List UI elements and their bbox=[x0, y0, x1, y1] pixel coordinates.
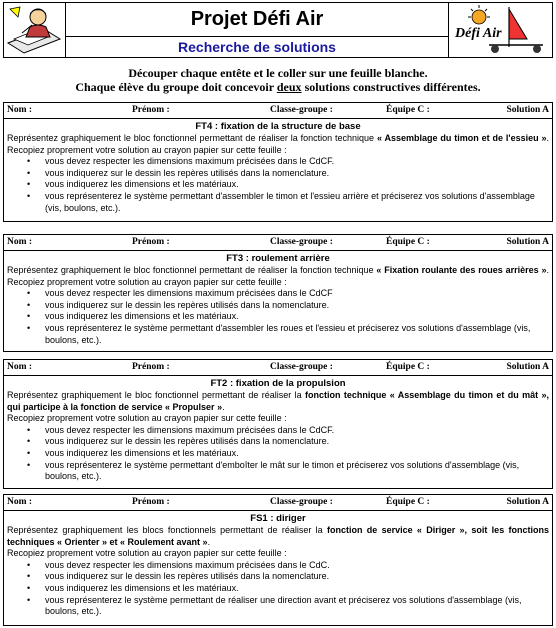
description-end: . Recopiez proprement votre solution au crayon papier sur cette feuille : bbox=[7, 265, 549, 287]
requirement-item: • vous représenterez le système permettant d'emboîter le mât sur le timon et préciserez vos solutions d'assemblage (vis, boulons, etc.). bbox=[45, 460, 549, 483]
classe-groupe-label: Classe-groupe : bbox=[270, 362, 333, 372]
sail-car-icon bbox=[449, 3, 551, 55]
nom-label: Nom : bbox=[7, 497, 33, 507]
defi-air-logo bbox=[448, 3, 552, 57]
card-description bbox=[7, 390, 549, 413]
description-start: Représentez graphiquement le bloc fonctionnel permettant de réaliser la bbox=[7, 390, 305, 400]
nom-label: Nom : bbox=[7, 105, 33, 115]
solution-label: Solution A bbox=[506, 237, 549, 247]
prenom-label: Prénom : bbox=[132, 105, 170, 115]
card-form-header bbox=[4, 103, 552, 119]
requirement-item: • vous indiquerez les dimensions et les matériaux. bbox=[45, 179, 549, 191]
description-line-2: Recopiez proprement votre solution au crayon papier sur cette feuille : bbox=[7, 413, 287, 424]
description-end: . Recopiez proprement votre solution au crayon papier sur cette feuille : bbox=[7, 133, 549, 155]
svg-text:Défi Air: Défi Air bbox=[455, 26, 502, 41]
instruction-line-1: Découper chaque entête et le coller sur une feuille blanche. bbox=[128, 66, 428, 80]
card-body bbox=[4, 119, 552, 214]
solution-card bbox=[3, 359, 553, 489]
card-body bbox=[4, 251, 552, 346]
nom-label: Nom : bbox=[7, 362, 33, 372]
requirements-list bbox=[7, 156, 549, 214]
requirement-item: • vous indiquerez les dimensions et les matériaux. bbox=[45, 448, 549, 460]
solution-card bbox=[3, 102, 553, 222]
requirement-item: • vous indiquerez les dimensions et les matériaux. bbox=[45, 583, 549, 595]
solution-label: Solution A bbox=[506, 362, 549, 372]
description-end: . bbox=[207, 536, 211, 547]
solution-card bbox=[3, 234, 553, 352]
solution-label: Solution A bbox=[506, 497, 549, 507]
card-form-header bbox=[4, 235, 552, 251]
requirement-item: • vous indiquerez sur le dessin les repères utilisés dans la nomenclature. bbox=[45, 436, 549, 448]
requirement-item: • vous indiquerez sur le dessin les repères utilisés dans la nomenclature. bbox=[45, 168, 549, 180]
card-body bbox=[4, 376, 552, 483]
prenom-label: Prénom : bbox=[132, 237, 170, 247]
prenom-label: Prénom : bbox=[132, 497, 170, 507]
solution-card bbox=[3, 494, 553, 626]
instruction-line-2-start: Chaque élève du groupe doit concevoir bbox=[75, 80, 277, 94]
card-body bbox=[4, 511, 552, 618]
instruction-line-2-end: solutions constructives différentes. bbox=[301, 80, 481, 94]
solution-label: Solution A bbox=[506, 105, 549, 115]
requirement-item: • vous indiquerez sur le dessin les repères utilisés dans la nomenclature. bbox=[45, 571, 549, 583]
requirement-item: • vous représenterez le système permettant d'assembler les roues et l'essieu et préciserez vos solutions d'assemblage (vis, boulons, etc.). bbox=[45, 323, 549, 346]
classe-groupe-label: Classe-groupe : bbox=[270, 497, 333, 507]
description-bold: « Assemblage du timon et de l'essieu » bbox=[376, 133, 547, 143]
description-end: . bbox=[222, 401, 225, 412]
function-title: FT2 : fixation de la propulsion bbox=[210, 378, 346, 389]
instruction-line-2 bbox=[0, 80, 556, 94]
requirements-list bbox=[7, 288, 549, 346]
description-line-2: Recopiez proprement votre solution au crayon papier sur cette feuille : bbox=[7, 548, 287, 559]
description-bold: « Fixation roulante des roues arrières » bbox=[376, 265, 547, 275]
requirement-item: • vous indiquerez les dimensions et les matériaux. bbox=[45, 311, 549, 323]
equipe-label: Équipe C : bbox=[386, 497, 430, 507]
page-title: Projet Défi Air bbox=[66, 3, 448, 37]
requirements-list bbox=[7, 560, 549, 618]
requirement-item: • vous devez respecter les dimensions maximum précisées dans le CdCF bbox=[45, 288, 549, 300]
requirements-list bbox=[7, 425, 549, 483]
classe-groupe-label: Classe-groupe : bbox=[270, 237, 333, 247]
description-bold: fonction technique « Assemblage du timon et du mât », qui participe à la fonction de service « Propulser » bbox=[7, 390, 549, 412]
requirement-item: • vous devez respecter les dimensions maximum précisées dans le CdC. bbox=[45, 560, 549, 572]
card-form-header bbox=[4, 495, 552, 511]
requirement-item: • vous représenterez le système permettant de réaliser une direction avant et préciserez vos solutions d'assemblage (vis, boulons, etc.). bbox=[45, 595, 549, 618]
function-title: FS1 : diriger bbox=[250, 513, 306, 524]
description-start: Représentez graphiquement les blocs fonctionnels permettant de réaliser la bbox=[7, 525, 327, 535]
student-at-desk-icon bbox=[4, 3, 64, 55]
requirement-item: • vous indiquerez sur le dessin les repères utilisés dans la nomenclature. bbox=[45, 300, 549, 312]
nom-label: Nom : bbox=[7, 237, 33, 247]
requirement-item: • vous représenterez le système permettant d'assembler le timon et l'essieu arrière et préciserez vos solutions d'assemblage (vis, boulons, etc.). bbox=[45, 191, 549, 214]
equipe-label: Équipe C : bbox=[386, 105, 430, 115]
card-description bbox=[7, 133, 549, 156]
description-bold: fonction de service « Diriger », soit les fonctions techniques « Orienter » et « Roulement avant » bbox=[7, 525, 550, 547]
student-drawing-logo bbox=[4, 3, 66, 57]
prenom-label: Prénom : bbox=[132, 362, 170, 372]
card-description bbox=[7, 265, 549, 288]
card-description bbox=[7, 525, 549, 548]
instructions bbox=[0, 66, 556, 94]
function-title: FT3 : roulement arrière bbox=[226, 253, 330, 264]
classe-groupe-label: Classe-groupe : bbox=[270, 105, 333, 115]
description-start: Représentez graphiquement le bloc fonctionnel permettant de réaliser la fonction technique bbox=[7, 265, 377, 275]
page-subtitle: Recherche de solutions bbox=[178, 39, 336, 55]
card-form-header bbox=[4, 360, 552, 376]
requirement-item: • vous devez respecter les dimensions maximum précisées dans le CdCF. bbox=[45, 425, 549, 437]
requirement-item: • vous devez respecter les dimensions maximum précisées dans le CdCF. bbox=[45, 156, 549, 168]
equipe-label: Équipe C : bbox=[386, 362, 430, 372]
equipe-label: Équipe C : bbox=[386, 237, 430, 247]
page-header bbox=[3, 2, 553, 58]
function-title: FT4 : fixation de la structure de base bbox=[195, 121, 361, 132]
instruction-underlined-word: deux bbox=[276, 80, 302, 94]
description-start: Représentez graphiquement le bloc fonctionnel permettant de réaliser la fonction technique bbox=[7, 133, 377, 143]
